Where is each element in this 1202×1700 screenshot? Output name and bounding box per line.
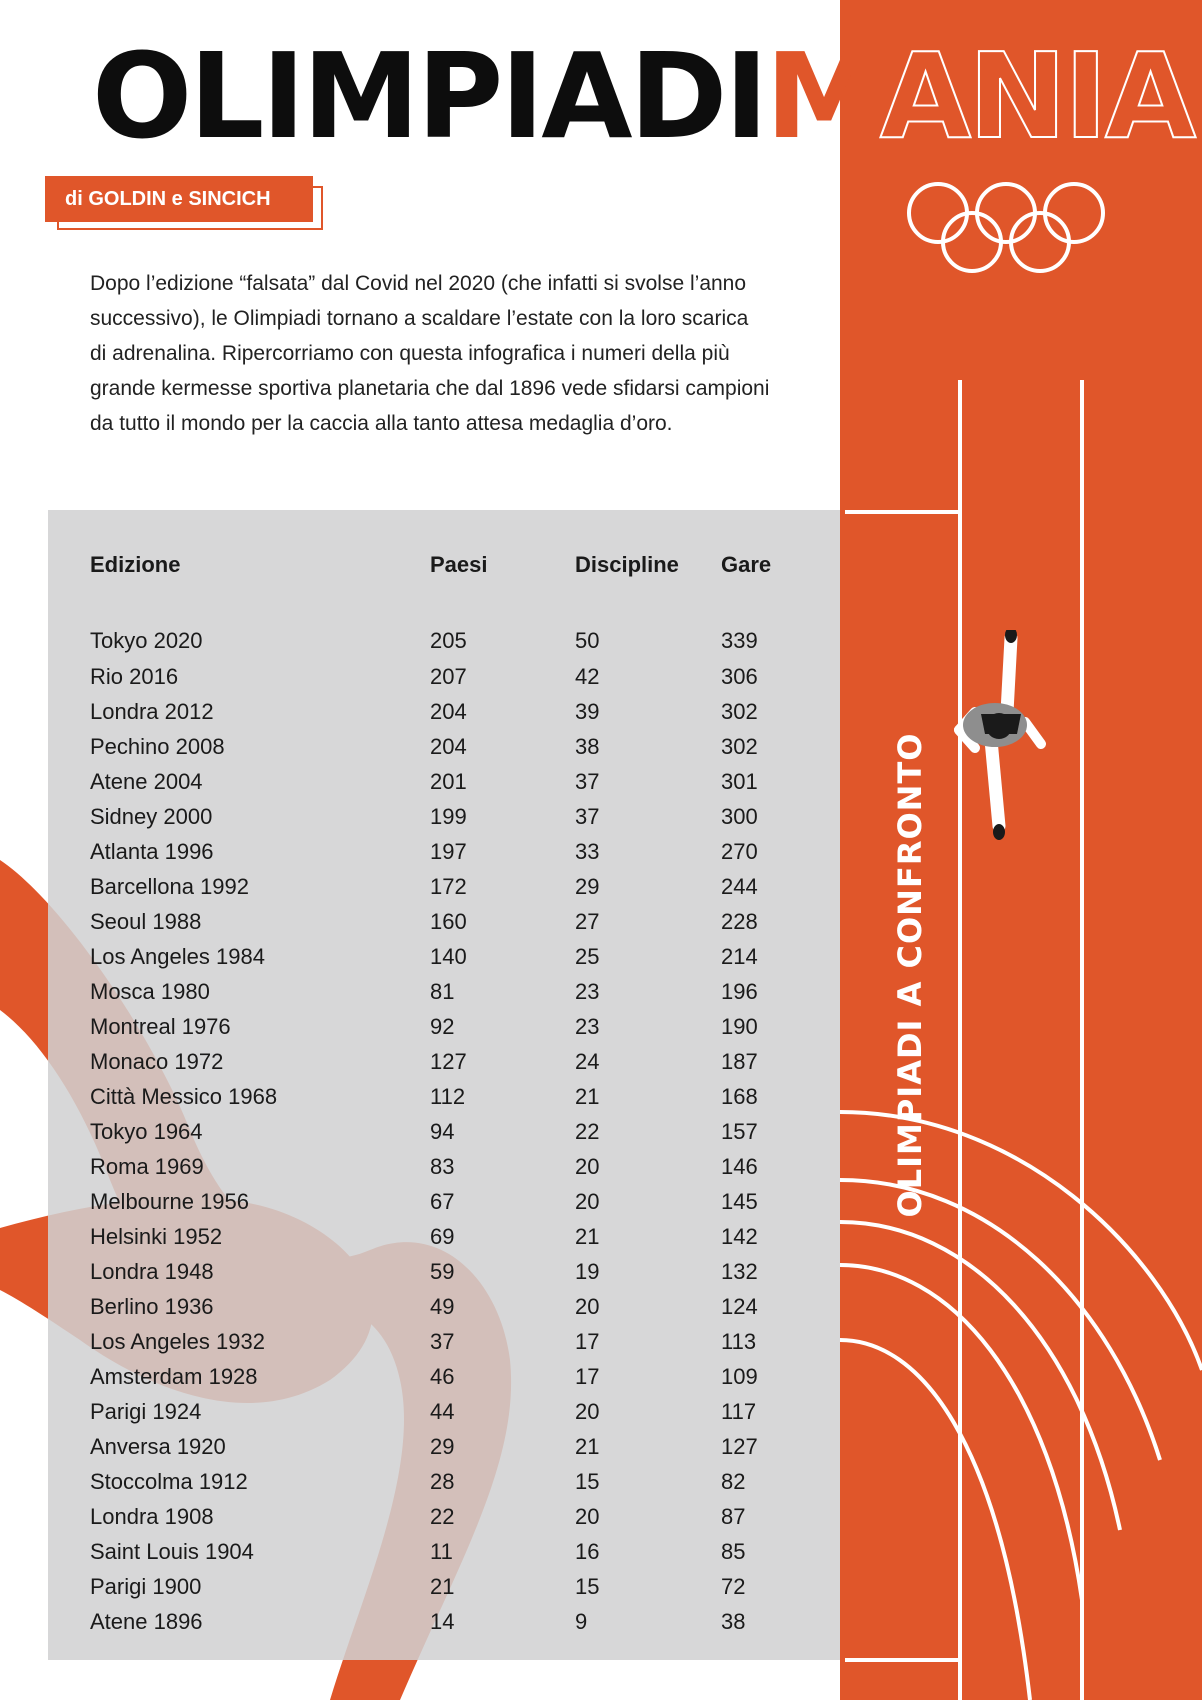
table-row (90, 1464, 810, 1499)
table-row (90, 799, 810, 834)
table-cell-edition: Tokyo 2020 (90, 628, 203, 653)
table-cell-edition: Città Messico 1968 (90, 1083, 278, 1109)
table-cell-disciplines: 20 (575, 1398, 600, 1424)
table-row (90, 1394, 810, 1429)
table-cell-countries: 204 (430, 733, 467, 759)
table-cell-countries: 207 (430, 663, 467, 689)
table-cell-countries: 201 (430, 768, 467, 794)
table-cell-events: 190 (721, 1013, 758, 1039)
table-cell-edition: Montreal 1976 (90, 1013, 231, 1039)
table-cell-events: 228 (721, 908, 758, 934)
table-cell-edition: Londra 1908 (90, 1503, 214, 1529)
table-cell-disciplines: 15 (575, 1573, 600, 1599)
table-cell-edition: Pechino 2008 (90, 733, 225, 759)
table-cell-disciplines: 21 (575, 1083, 600, 1109)
table-cell-events: 214 (721, 943, 758, 969)
table-row (90, 939, 810, 974)
title-part-orange: M (765, 27, 880, 165)
title-part-outline: ANIA (879, 27, 1194, 165)
table-cell-disciplines: 17 (575, 1363, 600, 1389)
table-cell-events: 187 (721, 1048, 758, 1074)
table-row (90, 694, 810, 729)
table-row (90, 1534, 810, 1569)
table-cell-edition: Tokyo 1964 (90, 1118, 203, 1144)
table-cell-edition: Londra 2012 (90, 698, 214, 724)
table-cell-disciplines: 20 (575, 1188, 600, 1214)
table-cell-disciplines: 29 (575, 873, 600, 899)
column-header-paesi: Paesi (430, 552, 488, 577)
table-cell-disciplines: 19 (575, 1258, 600, 1284)
side-title: OLIMPIADI A CONFRONTO (891, 732, 929, 1218)
table-cell-disciplines: 24 (575, 1048, 600, 1074)
table-cell-events: 142 (721, 1223, 758, 1249)
table-cell-disciplines: 25 (575, 943, 600, 969)
table-cell-edition: Amsterdam 1928 (90, 1363, 258, 1389)
table-cell-events: 196 (721, 978, 758, 1004)
table-cell-disciplines: 23 (575, 978, 600, 1004)
table-row (90, 1114, 810, 1149)
table-row (90, 1219, 810, 1254)
table-row (90, 1499, 810, 1534)
table-cell-countries: 94 (430, 1118, 455, 1144)
table-cell-events: 72 (721, 1573, 746, 1599)
byline: di GOLDIN e SINCICH (45, 176, 313, 222)
table-cell-events: 270 (721, 838, 758, 864)
table-cell-edition: Parigi 1900 (90, 1573, 202, 1599)
table-cell-disciplines: 33 (575, 838, 600, 864)
table-cell-edition: Atlanta 1996 (90, 838, 214, 864)
table-cell-disciplines: 21 (575, 1433, 600, 1459)
table-row (90, 1184, 810, 1219)
table-row (90, 584, 810, 659)
table-cell-edition: Londra 1948 (90, 1258, 214, 1284)
table-cell-countries: 112 (430, 1083, 466, 1109)
table-cell-events: 168 (721, 1083, 758, 1109)
table-cell-countries: 204 (430, 698, 467, 724)
table-cell-countries: 83 (430, 1153, 455, 1179)
table-cell-countries: 67 (430, 1188, 455, 1214)
table-cell-disciplines: 37 (575, 768, 600, 794)
column-header-gare: Gare (721, 552, 772, 577)
table-row (90, 1324, 810, 1359)
table-cell-edition: Parigi 1924 (90, 1398, 202, 1424)
table-cell-disciplines: 9 (575, 1608, 588, 1634)
table-cell-edition: Saint Louis 1904 (90, 1538, 254, 1564)
table-cell-edition: Rio 2016 (90, 663, 179, 689)
table-cell-disciplines: 27 (575, 908, 600, 934)
table-cell-events: 113 (721, 1328, 757, 1354)
table-cell-countries: 21 (430, 1573, 455, 1599)
table-cell-disciplines: 38 (575, 733, 600, 759)
table-cell-disciplines: 15 (575, 1468, 600, 1494)
table-row (90, 1079, 810, 1114)
table-cell-events: 146 (721, 1153, 758, 1179)
table-row (90, 1149, 810, 1184)
table-cell-events: 85 (721, 1538, 746, 1564)
table-cell-countries: 127 (430, 1048, 467, 1074)
table-row (90, 1254, 810, 1289)
table-cell-countries: 59 (430, 1258, 455, 1284)
table-row (90, 869, 810, 904)
table-cell-countries: 205 (430, 628, 467, 653)
table-row (90, 904, 810, 939)
table-cell-events: 244 (721, 873, 758, 899)
table-cell-events: 157 (721, 1118, 758, 1144)
table-cell-edition: Los Angeles 1932 (90, 1328, 265, 1354)
table-cell-countries: 28 (430, 1468, 455, 1494)
table-cell-events: 109 (721, 1363, 758, 1389)
table-cell-disciplines: 20 (575, 1503, 600, 1529)
table-cell-events: 301 (721, 768, 758, 794)
table-row (90, 974, 810, 1009)
table-cell-events: 124 (721, 1293, 758, 1319)
table-cell-edition: Monaco 1972 (90, 1048, 224, 1074)
table-cell-countries: 14 (430, 1608, 455, 1634)
table-cell-events: 302 (721, 733, 758, 759)
table-cell-edition: Barcellona 1992 (90, 873, 250, 899)
table-cell-edition: Sidney 2000 (90, 803, 213, 829)
table-body (90, 584, 810, 1639)
table-row (90, 1289, 810, 1324)
table-row (90, 1044, 810, 1079)
table-cell-countries: 44 (430, 1398, 455, 1424)
table-cell-events: 132 (721, 1258, 758, 1284)
table-cell-edition: Atene 2004 (90, 768, 203, 794)
table-cell-events: 87 (721, 1503, 746, 1529)
table-cell-countries: 81 (430, 978, 455, 1004)
table-row (90, 729, 810, 764)
table-cell-countries: 92 (430, 1013, 455, 1039)
table-cell-disciplines: 20 (575, 1153, 600, 1179)
table-cell-events: 302 (721, 698, 758, 724)
table-cell-countries: 29 (430, 1433, 455, 1459)
table-cell-edition: Atene 1896 (90, 1608, 203, 1634)
table-cell-countries: 11 (430, 1538, 453, 1564)
title-part-black: OLIMPIADI (92, 27, 766, 165)
table-row (90, 764, 810, 799)
table-cell-events: 145 (721, 1188, 758, 1214)
table-cell-countries: 197 (430, 838, 467, 864)
table-cell-countries: 49 (430, 1293, 455, 1319)
table-cell-events: 300 (721, 803, 758, 829)
table-cell-countries: 199 (430, 803, 467, 829)
olympics-stats-table (90, 546, 810, 1639)
runner-illustration (945, 630, 1055, 850)
table-cell-events: 117 (721, 1398, 757, 1424)
table-cell-events: 306 (721, 663, 758, 689)
table-cell-edition: Anversa 1920 (90, 1433, 226, 1459)
table-cell-disciplines: 23 (575, 1013, 600, 1039)
table-cell-disciplines: 21 (575, 1223, 600, 1249)
table-cell-disciplines: 42 (575, 663, 600, 689)
table-cell-edition: Seoul 1988 (90, 908, 202, 934)
table-cell-events: 82 (721, 1468, 746, 1494)
olympic-rings-icon (905, 180, 1107, 276)
table-cell-countries: 37 (430, 1328, 455, 1354)
table-cell-disciplines: 16 (575, 1538, 600, 1564)
table-header-row (90, 546, 810, 584)
table-cell-edition: Berlino 1936 (90, 1293, 214, 1319)
table-cell-edition: Los Angeles 1984 (90, 943, 265, 969)
table-row (90, 659, 810, 694)
table-cell-countries: 172 (430, 873, 467, 899)
table-cell-disciplines: 17 (575, 1328, 600, 1354)
table-cell-countries: 46 (430, 1363, 455, 1389)
table-cell-events: 127 (721, 1433, 758, 1459)
table-cell-edition: Roma 1969 (90, 1153, 204, 1179)
table-cell-countries: 160 (430, 908, 467, 934)
page-title (92, 27, 1194, 165)
column-header-discipline: Discipline (575, 552, 679, 577)
table-row (90, 1429, 810, 1464)
table-cell-countries: 22 (430, 1503, 455, 1529)
table-cell-countries: 69 (430, 1223, 455, 1249)
table-cell-edition: Helsinki 1952 (90, 1223, 223, 1249)
table-row (90, 1569, 810, 1604)
table-cell-disciplines: 37 (575, 803, 600, 829)
table-row (90, 834, 810, 869)
table-cell-events: 38 (721, 1608, 746, 1634)
table-cell-disciplines: 50 (575, 628, 600, 653)
table-cell-edition: Mosca 1980 (90, 978, 210, 1004)
column-header-edizione: Edizione (90, 552, 181, 577)
table-cell-disciplines: 39 (575, 698, 600, 724)
table-cell-disciplines: 20 (575, 1293, 600, 1319)
table-row (90, 1604, 810, 1639)
table-cell-edition: Stoccolma 1912 (90, 1468, 248, 1494)
table-cell-edition: Melbourne 1956 (90, 1188, 250, 1214)
intro-paragraph: Dopo l’edizione “falsata” dal Covid nel 2020 (che infatti si svolse l’anno successivo), le Olimpiadi tornano a scaldare l’estate con la loro scarica di adrenalina. Ripercorriamo con questa infografica i numeri della più grande kermesse sportiva planetaria che dal 1896 vede sfidarsi campioni da tutto il mondo per la caccia alla tanto attesa medaglia d’oro. (90, 272, 770, 435)
table-row (90, 1009, 810, 1044)
table-cell-events: 339 (721, 628, 758, 653)
table-row (90, 1359, 810, 1394)
table-cell-disciplines: 22 (575, 1118, 600, 1144)
table-cell-countries: 140 (430, 943, 467, 969)
